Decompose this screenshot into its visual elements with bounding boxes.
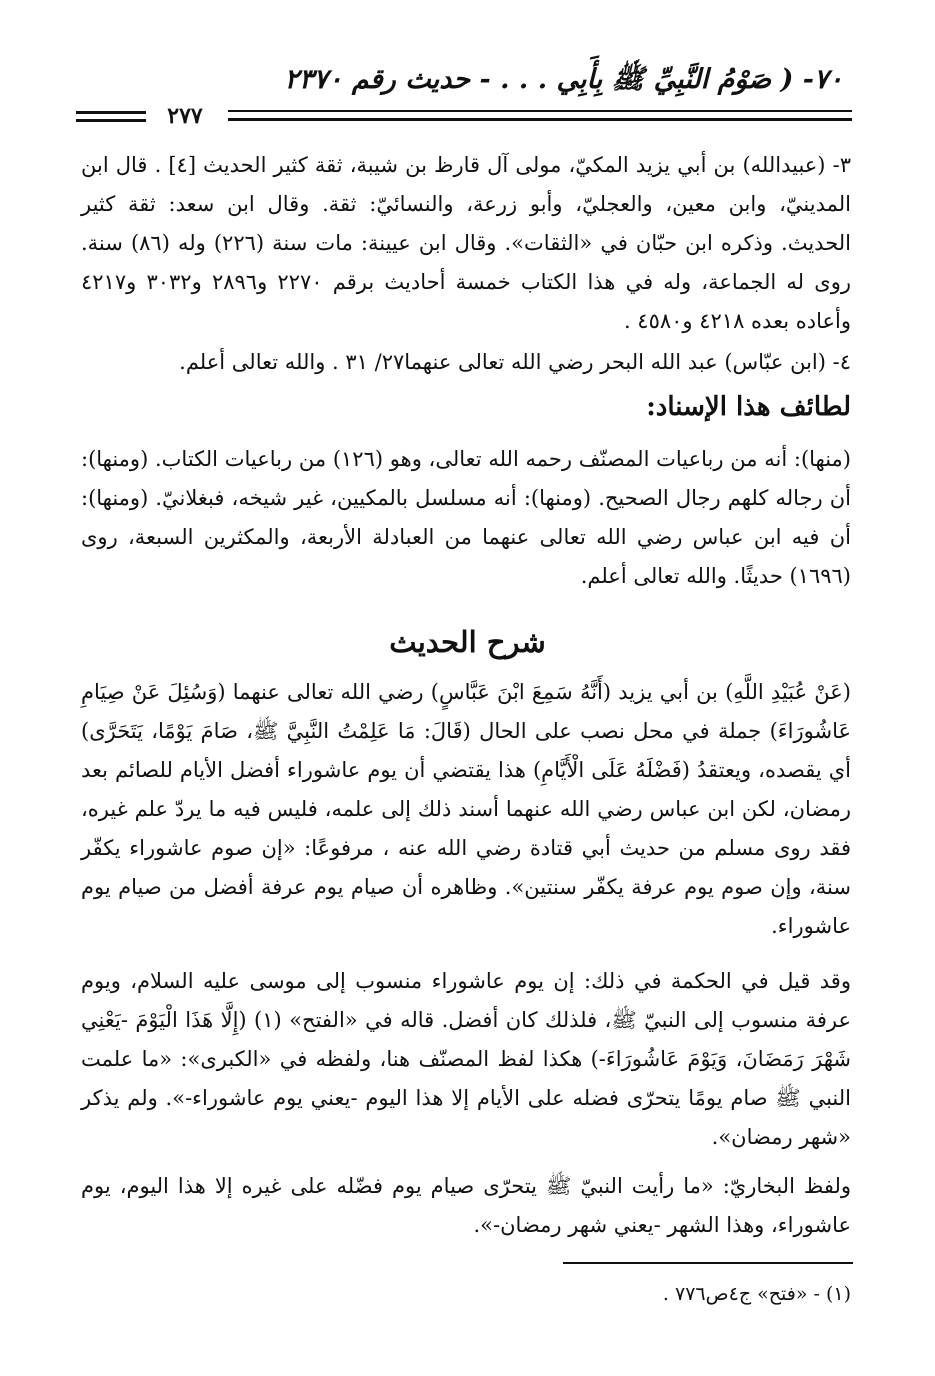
header-rule-top <box>228 110 852 112</box>
header-rule-bottom <box>228 118 852 121</box>
narrator-3-paragraph: ٣- (عبيدالله) بن أبي يزيد المكيّ، مولى آل قارظ بن شيبة، ثقة كثير الحديث [٤] . قال ابن المدينيّ، وابن معين، والعجليّ، وأبو زرعة، والنسائيّ: ثقة. وقال ابن سعد: ثقة كثير الحديث. وذكره ابن حبّان في «الثقات». وقال ابن عيينة: مات سنة (٢٢٦) وله (٨٦) سنة. روى له الجماعة، وله في هذا الكتاب خمسة أحاديث برقم ٢٢٧٠ و٢٨٩٦ و٣٠٣٢ و٤٢١٧ وأعاده بعده ٤٢١٨ و٤٥٨٠ . <box>81 153 851 333</box>
running-header-title: ٧٠- ( صَوْمُ النَّبِيِّ ﷺ بِأَبِي . . . - حديث رقم ٢٣٧٠ <box>284 64 843 95</box>
commentary-paragraph-2: وقد قيل في الحكمة في ذلك: إن يوم عاشوراء منسوب إلى موسى عليه السلام، ويوم عرفة منسوب إلى النبيّ ﷺ، فلذلك كان أفضل. قاله في «الفتح» (١) (إِلَّا هَذَا الْيَوْمَ -يَعْنِي شَهْرَ رَمَضَانَ، وَيَوْمَ عَاشُورَاءَ-) هكذا لفظ المصنّف هنا، ولفظه في «الكبرى»: «ما علمت النبي ﷺ صام يومًا يتحرّى فضله على الأيام إلا هذا اليوم -يعني يوم عاشوراء-». ولم يذكر «شهر رمضان». <box>81 969 851 1149</box>
isnad-subtleties-paragraph: (منها): أنه من رباعيات المصنّف رحمه الله تعالى، وهو (١٢٦) من رباعيات الكتاب. (ومنها): أن رجاله كلهم رجال الصحيح. (ومنها): أنه مسلسل بالمكيين، غير شيخه، فبغلانيّ. (ومنها): أن فيه ابن عباس رضي الله تعالى عنهما من العبادلة الأربعة، والمكثرين السبعة، روى (١٦٩٦) حديثًا. والله تعالى أعلم. <box>81 447 852 588</box>
commentary-paragraph-3: ولفظ البخاريّ: «ما رأيت النبيّ ﷺ يتحرّى صيام يوم فضّله على غيره إلا هذا اليوم، يوم عاشوراء، وهذا الشهر -يعني شهر رمضان-». <box>81 1174 851 1237</box>
isnad-subtleties-heading: لطائف هذا الإسناد: <box>646 392 851 422</box>
header-rule-left-top <box>76 111 146 114</box>
page-number: ٢٧٧ <box>167 103 203 129</box>
footnote-separator <box>563 1262 853 1264</box>
narrator-4-paragraph: ٤- (ابن عبّاس) عبد الله البحر رضي الله تعالى عنهما٢٧/ ٣١ . والله تعالى أعلم. <box>179 350 851 374</box>
commentary-paragraph-1: (عَنْ عُبَيْدِ اللَّهِ) بن أبي يزيد (أَنَّهُ سَمِعَ ابْنَ عَبَّاسٍ) رضي الله تعالى عنهما (وَسُئِلَ عَنْ صِيَامِ عَاشُورَاءَ) جملة في محل نصب على الحال (قَالَ: مَا عَلِمْتُ النَّبِيَّ ﷺ، صَامَ يَوْمًا، يَتَحَرَّى) أي يقصده، ويعتقدُ (فَضْلَهُ عَلَى الْأَيَّامِ) هذا يقتضي أن يوم عاشوراء أفضل الأيام للصائم بعد رمضان، لكن ابن عباس رضي الله عنهما أسند ذلك إلى علمه، فليس فيه ما يردّ علم غيره، فقد روى مسلم من حديث أبي قتادة رضي الله عنه ، مرفوعًا: «إن صوم عاشوراء يكفّر سنة، وإن صوم يوم عرفة يكفّر سنتين». وظاهره أن صيام يوم عرفة أفضل من صيام يوم عاشوراء. <box>81 680 851 938</box>
hadith-commentary-heading: شرح الحديث <box>389 625 546 659</box>
footnote-1: (١) - «فتح» ج٤ص٧٧٦ . <box>662 1283 851 1305</box>
header-rule-left-bottom <box>76 119 146 122</box>
